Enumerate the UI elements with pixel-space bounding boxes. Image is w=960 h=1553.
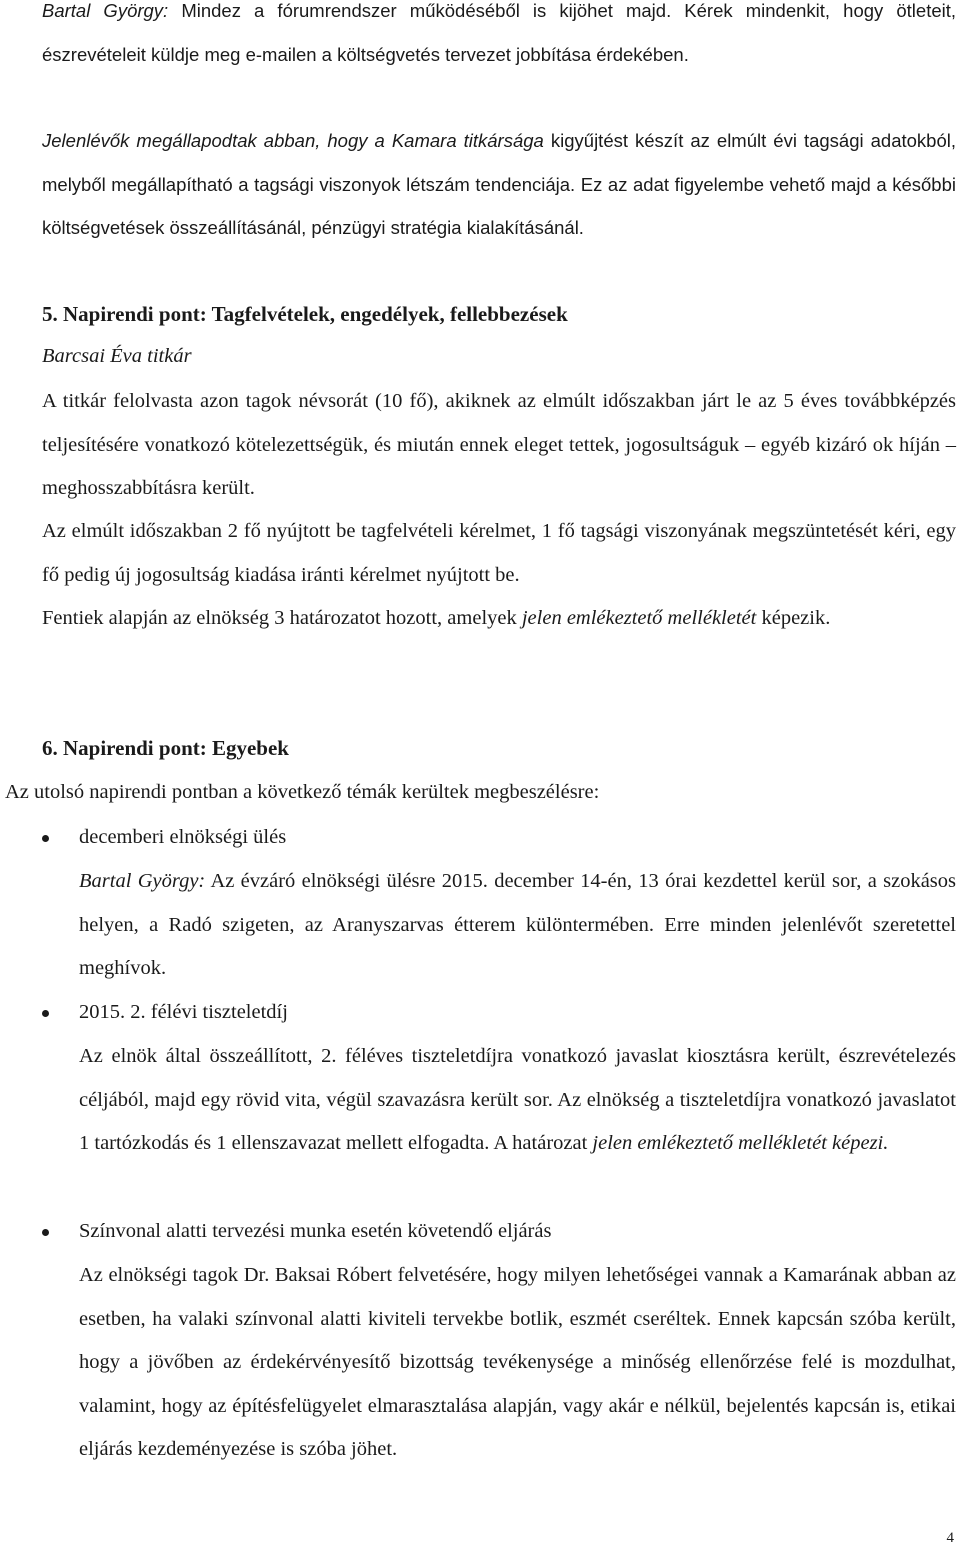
page-number: 4 — [946, 1530, 954, 1546]
item2-text — [79, 1035, 956, 1166]
item1-text — [79, 860, 956, 991]
agreement-paragraph — [42, 119, 956, 250]
section5-para3 — [42, 597, 956, 641]
section6-intro: Az utolsó napirendi pontban a következő témák kerültek megbeszélésre: — [5, 781, 600, 803]
section5-heading: 5. Napirendi pont: Tagfelvételek, engedélyek, fellebbezések — [42, 302, 568, 326]
section5-para3-end: képezik. — [761, 607, 831, 629]
agreement-rest: évi tagsági adatokból, melyből megállapítható a tagsági viszonyok létszám tendenciája. Ez az adat figyelembe vehető majd a későbbi költségvetések összeállításánál, pénzügyi stratégia kialakításánál. — [42, 130, 957, 238]
section5-para3-start: Fentiek alapján az elnökség 3 határozatot hozott, amelyek — [42, 607, 517, 629]
item3-text: Az elnökségi tagok Dr. Baksai Róbert felvetésére, hogy milyen lehetőségei vannak a Kamarának abban az esetben, ha valaki színvonal alatti kiviteli tervekbe botlik, eszmét cseréltek. Ennek kapcsán szóba került, hogy a jövőben az érdekérvényesítő bizottság tevékenysége a minőség ellenőrzése felé is mozdulhat, valamint, hogy az építésfelügyelet elmarasztalása alapján, vagy akár e nélkül, bejelentés kapcsán is, etikai eljárás kezdeményezése is szóba jöhet. — [79, 1264, 956, 1460]
agreement-italic: Jelenlévők megállapodtak abban, hogy a Kamara titkársága — [42, 130, 544, 151]
section5-speaker: Barcsai Éva titkár — [42, 345, 192, 367]
section5-para1: A titkár felolvasta azon tagok névsorát (10 fő), akiknek az elmúlt időszakban járt le az 5 éves továbbképzés teljesítésére vonatkozó kötelezettségük, és miután ennek eleget tettek, jogosultságuk – egyéb kizáró ok híján – meghosszabbításra került. — [42, 390, 956, 499]
item2-title: 2015. 2. félévi tiszteletdíj — [79, 1001, 288, 1023]
item2-italic: jelen emlékeztető mellékletét képezi. — [592, 1132, 889, 1154]
item2-body: Az elnök által összeállított, 2. féléves tiszteletdíjra vonatkozó javaslat kiosztásra került, észrevételezés céljából, majd egy rövid vita, végül szavazásra került sor. Az elnökség a tiszteletdíjra vonatkozó javaslatot 1 tartózkodás és 1 ellenszavazat mellett elfogadta. A határozat — [79, 1045, 956, 1154]
item1-body: Az évzáró elnökségi ülésre 2015. december 14-én, 13 órai kezdettel kerül sor, a szokásos helyen, a Radó szigeten, az Aranyszarvas étterem különtermében. Erre minden jelenlévőt szeretettel meghívok. — [79, 870, 957, 979]
section5-para2: Az elmúlt időszakban 2 fő nyújtott be tagfelvételi kérelmet, 1 fő tagsági viszonyának megszüntetését kéri, egy fő pedig új jogosultság kiadása iránti kérelmet nyújtott be. — [42, 520, 956, 586]
item1-title: decemberi elnökségi ülés — [79, 826, 287, 848]
intro-paragraph — [42, 0, 956, 76]
intro-text-rest: hogy ötleteit, észrevételeit küldje meg e-mailen a költségvetés tervezet jobbítása érdekében. — [42, 0, 957, 65]
agreement-line1-rest: kigyűjtést készít az elmúlt — [550, 130, 767, 151]
bullet-icon — [42, 1010, 49, 1017]
section5-para3-italic: jelen emlékeztető mellékletét — [521, 607, 757, 629]
intro-text-line1: Mindez a fórumrendszer működéséből is kijöhet majd. Kérek mindenkit, — [181, 0, 831, 21]
bullet-icon — [42, 835, 49, 842]
item3-title: Színvonal alatti tervezési munka esetén követendő eljárás — [79, 1220, 552, 1242]
intro-speaker: Bartal György: — [42, 0, 169, 21]
section6-heading: 6. Napirendi pont: Egyebek — [42, 736, 289, 760]
item1-speaker: Bartal György: — [79, 870, 206, 892]
bullet-icon — [42, 1229, 49, 1236]
